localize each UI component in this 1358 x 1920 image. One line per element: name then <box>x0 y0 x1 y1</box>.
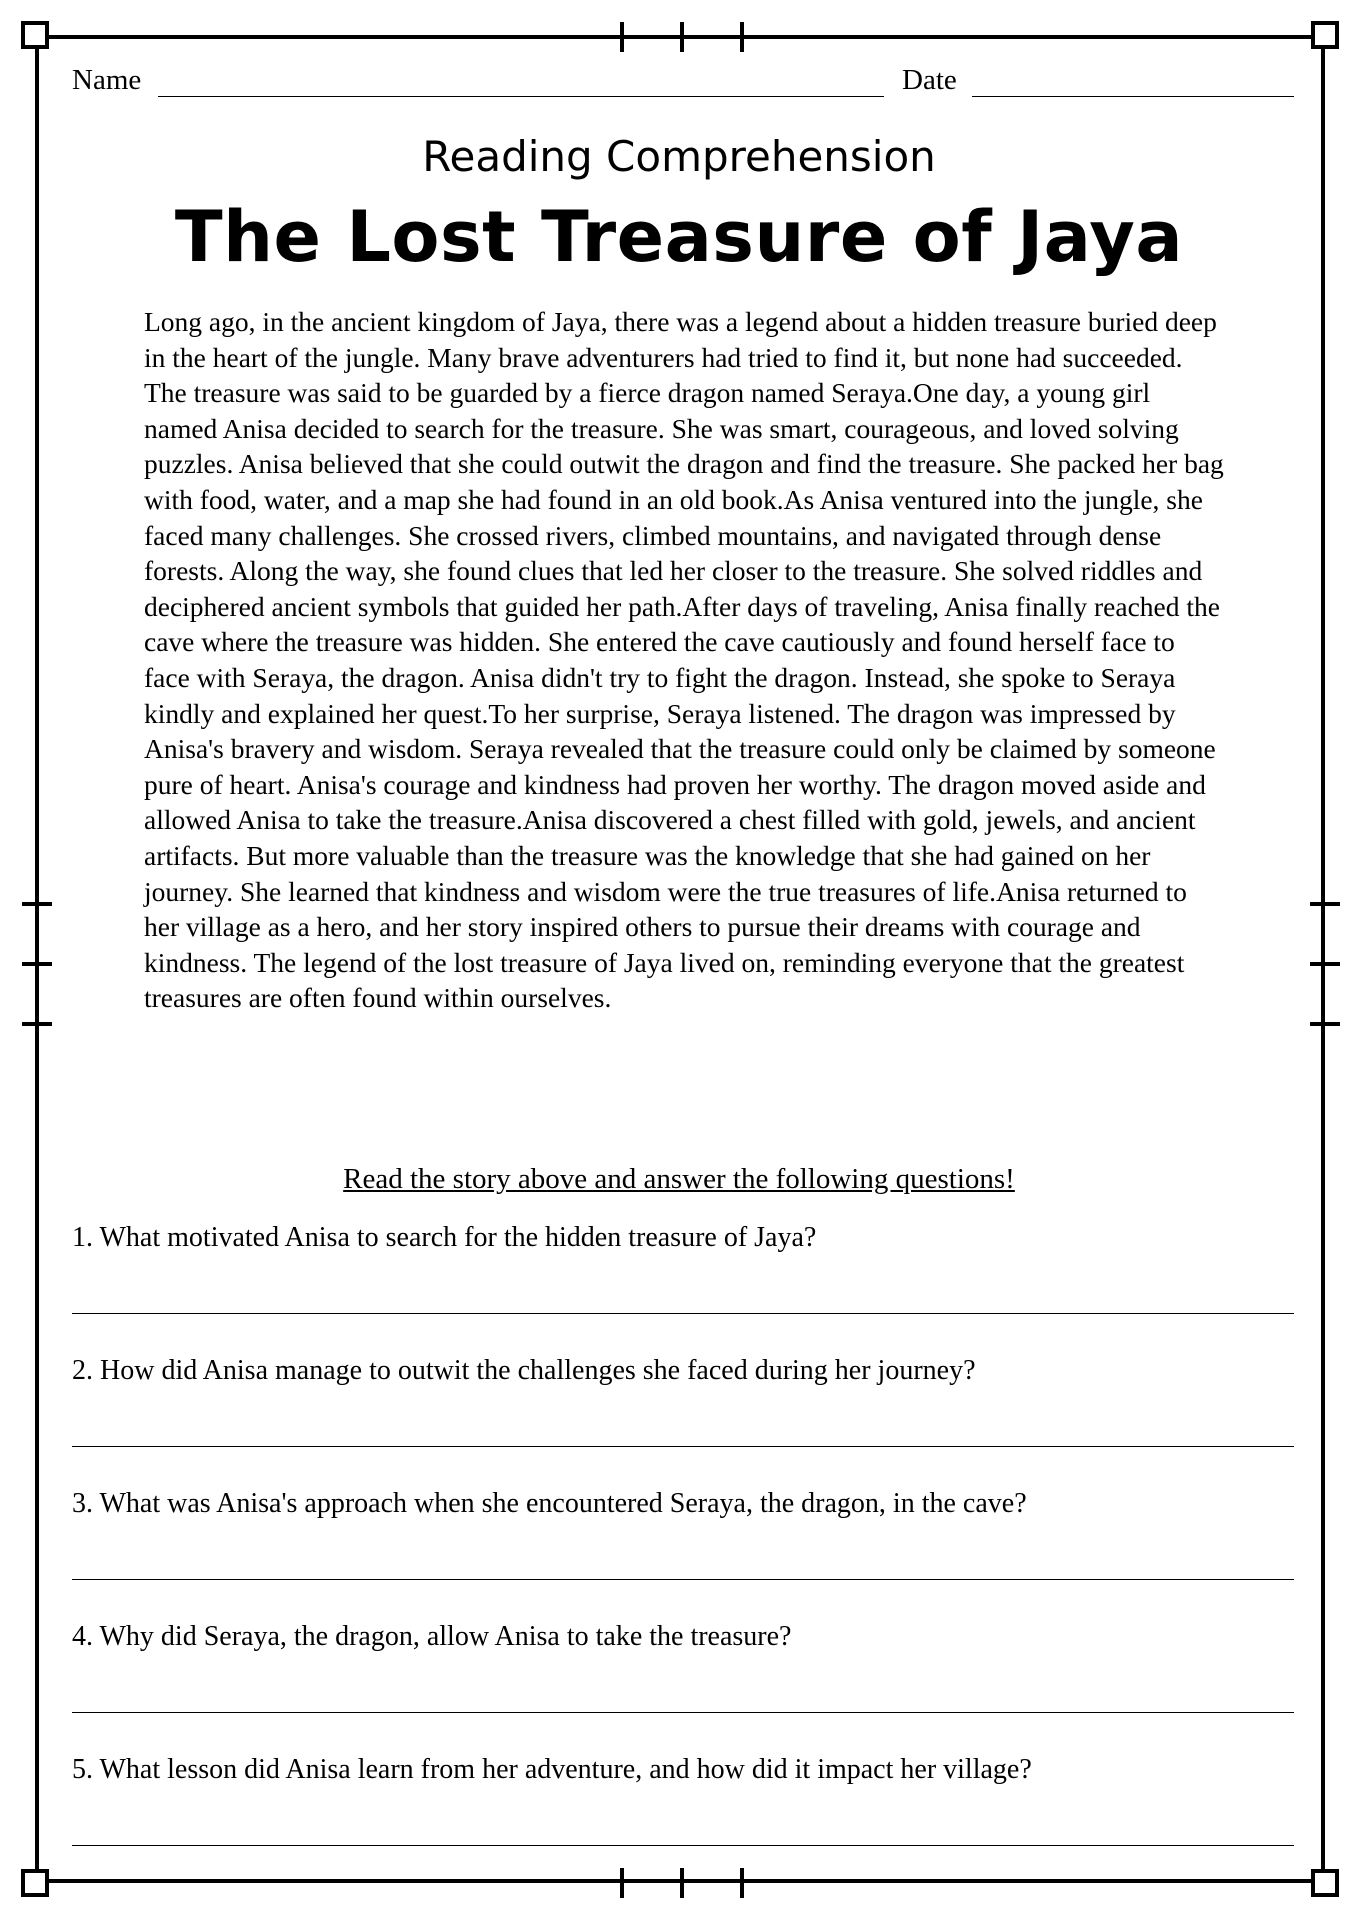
worksheet-subtitle: Reading Comprehension <box>422 132 936 181</box>
border-tick <box>1310 902 1340 906</box>
border-tick <box>1310 1022 1340 1026</box>
date-field-line[interactable] <box>972 96 1294 97</box>
question-text: 4. Why did Seraya, the dragon, allow Anisa to take the treasure? <box>72 1621 792 1652</box>
worksheet-title: The Lost Treasure of Jaya <box>174 196 1184 278</box>
border-tick <box>740 22 744 52</box>
question-text: 3. What was Anisa's approach when she encountered Seraya, the dragon, in the cave? <box>72 1488 1027 1519</box>
border-tick <box>680 22 684 52</box>
story-passage: Long ago, in the ancient kingdom of Jaya, there was a legend about a hidden treasure buried deep in the heart of the jungle. Many brave adventurers had tried to find it, but none had succeeded. The treasure was said to be guarded by a fierce dragon named Seraya.One day, a young girl named Anisa decided to search for the treasure. She was smart, courageous, and loved solving puzzles. Anisa believed that she could outwit the dragon and find the treasure. She packed her bag with food, water, and a map she had found in an old book.As Anisa ventured into the jungle, she faced many challenges. She crossed rivers, climbed mountains, and navigated through dense forests. Along the way, she found clues that led her closer to the treasure. She solved riddles and deciphered ancient symbols that guided her path.After days of traveling, Anisa finally reached the cave where the treasure was hidden. She entered the cave cautiously and found herself face to face with Seraya, the dragon. Anisa didn't try to fight the dragon. Instead, she spoke to Seraya kindly and explained her quest.To her surprise, Seraya listened. The dragon was impressed by Anisa's bravery and wisdom. Seraya revealed that the treasure could only be claimed by someone pure of heart. Anisa's courage and kindness had proven her worthy. The dragon moved aside and allowed Anisa to take the treasure.Anisa discovered a chest filled with gold, jewels, and ancient artifacts. But more valuable than the treasure was the knowledge that she had gained on her journey. She learned that kindness and wisdom were the true treasures of life.Anisa returned to her village as a hero, and her story inspired others to pursue their dreams with courage and kindness. The legend of the lost treasure of Jaya lived on, reminding everyone that the greatest treasures are often found within ourselves. <box>144 306 1224 1014</box>
name-field-line[interactable] <box>158 96 884 97</box>
answer-line[interactable] <box>72 1579 1294 1580</box>
answer-line[interactable] <box>72 1845 1294 1846</box>
border-tick <box>22 902 52 906</box>
corner-square-bottom-right <box>1311 1869 1339 1897</box>
corner-square-bottom-left <box>21 1869 49 1897</box>
border-tick <box>22 962 52 966</box>
answer-line[interactable] <box>72 1446 1294 1447</box>
border-tick <box>740 1868 744 1898</box>
question-text: 1. What motivated Anisa to search for the hidden treasure of Jaya? <box>72 1222 817 1253</box>
name-date-row <box>72 64 1294 104</box>
question-text: 2. How did Anisa manage to outwit the challenges she faced during her journey? <box>72 1355 976 1386</box>
question-text: 5. What lesson did Anisa learn from her adventure, and how did it impact her village? <box>72 1754 1032 1785</box>
date-label: Date <box>902 64 957 96</box>
name-label: Name <box>72 64 142 96</box>
answer-line[interactable] <box>72 1313 1294 1314</box>
border-tick <box>620 22 624 52</box>
instruction-text: Read the story above and answer the following questions! <box>343 1163 1015 1195</box>
corner-square-top-right <box>1311 21 1339 49</box>
answer-line[interactable] <box>72 1712 1294 1713</box>
corner-square-top-left <box>21 21 49 49</box>
border-tick <box>620 1868 624 1898</box>
border-tick <box>22 1022 52 1026</box>
border-tick <box>680 1868 684 1898</box>
border-tick <box>1310 962 1340 966</box>
